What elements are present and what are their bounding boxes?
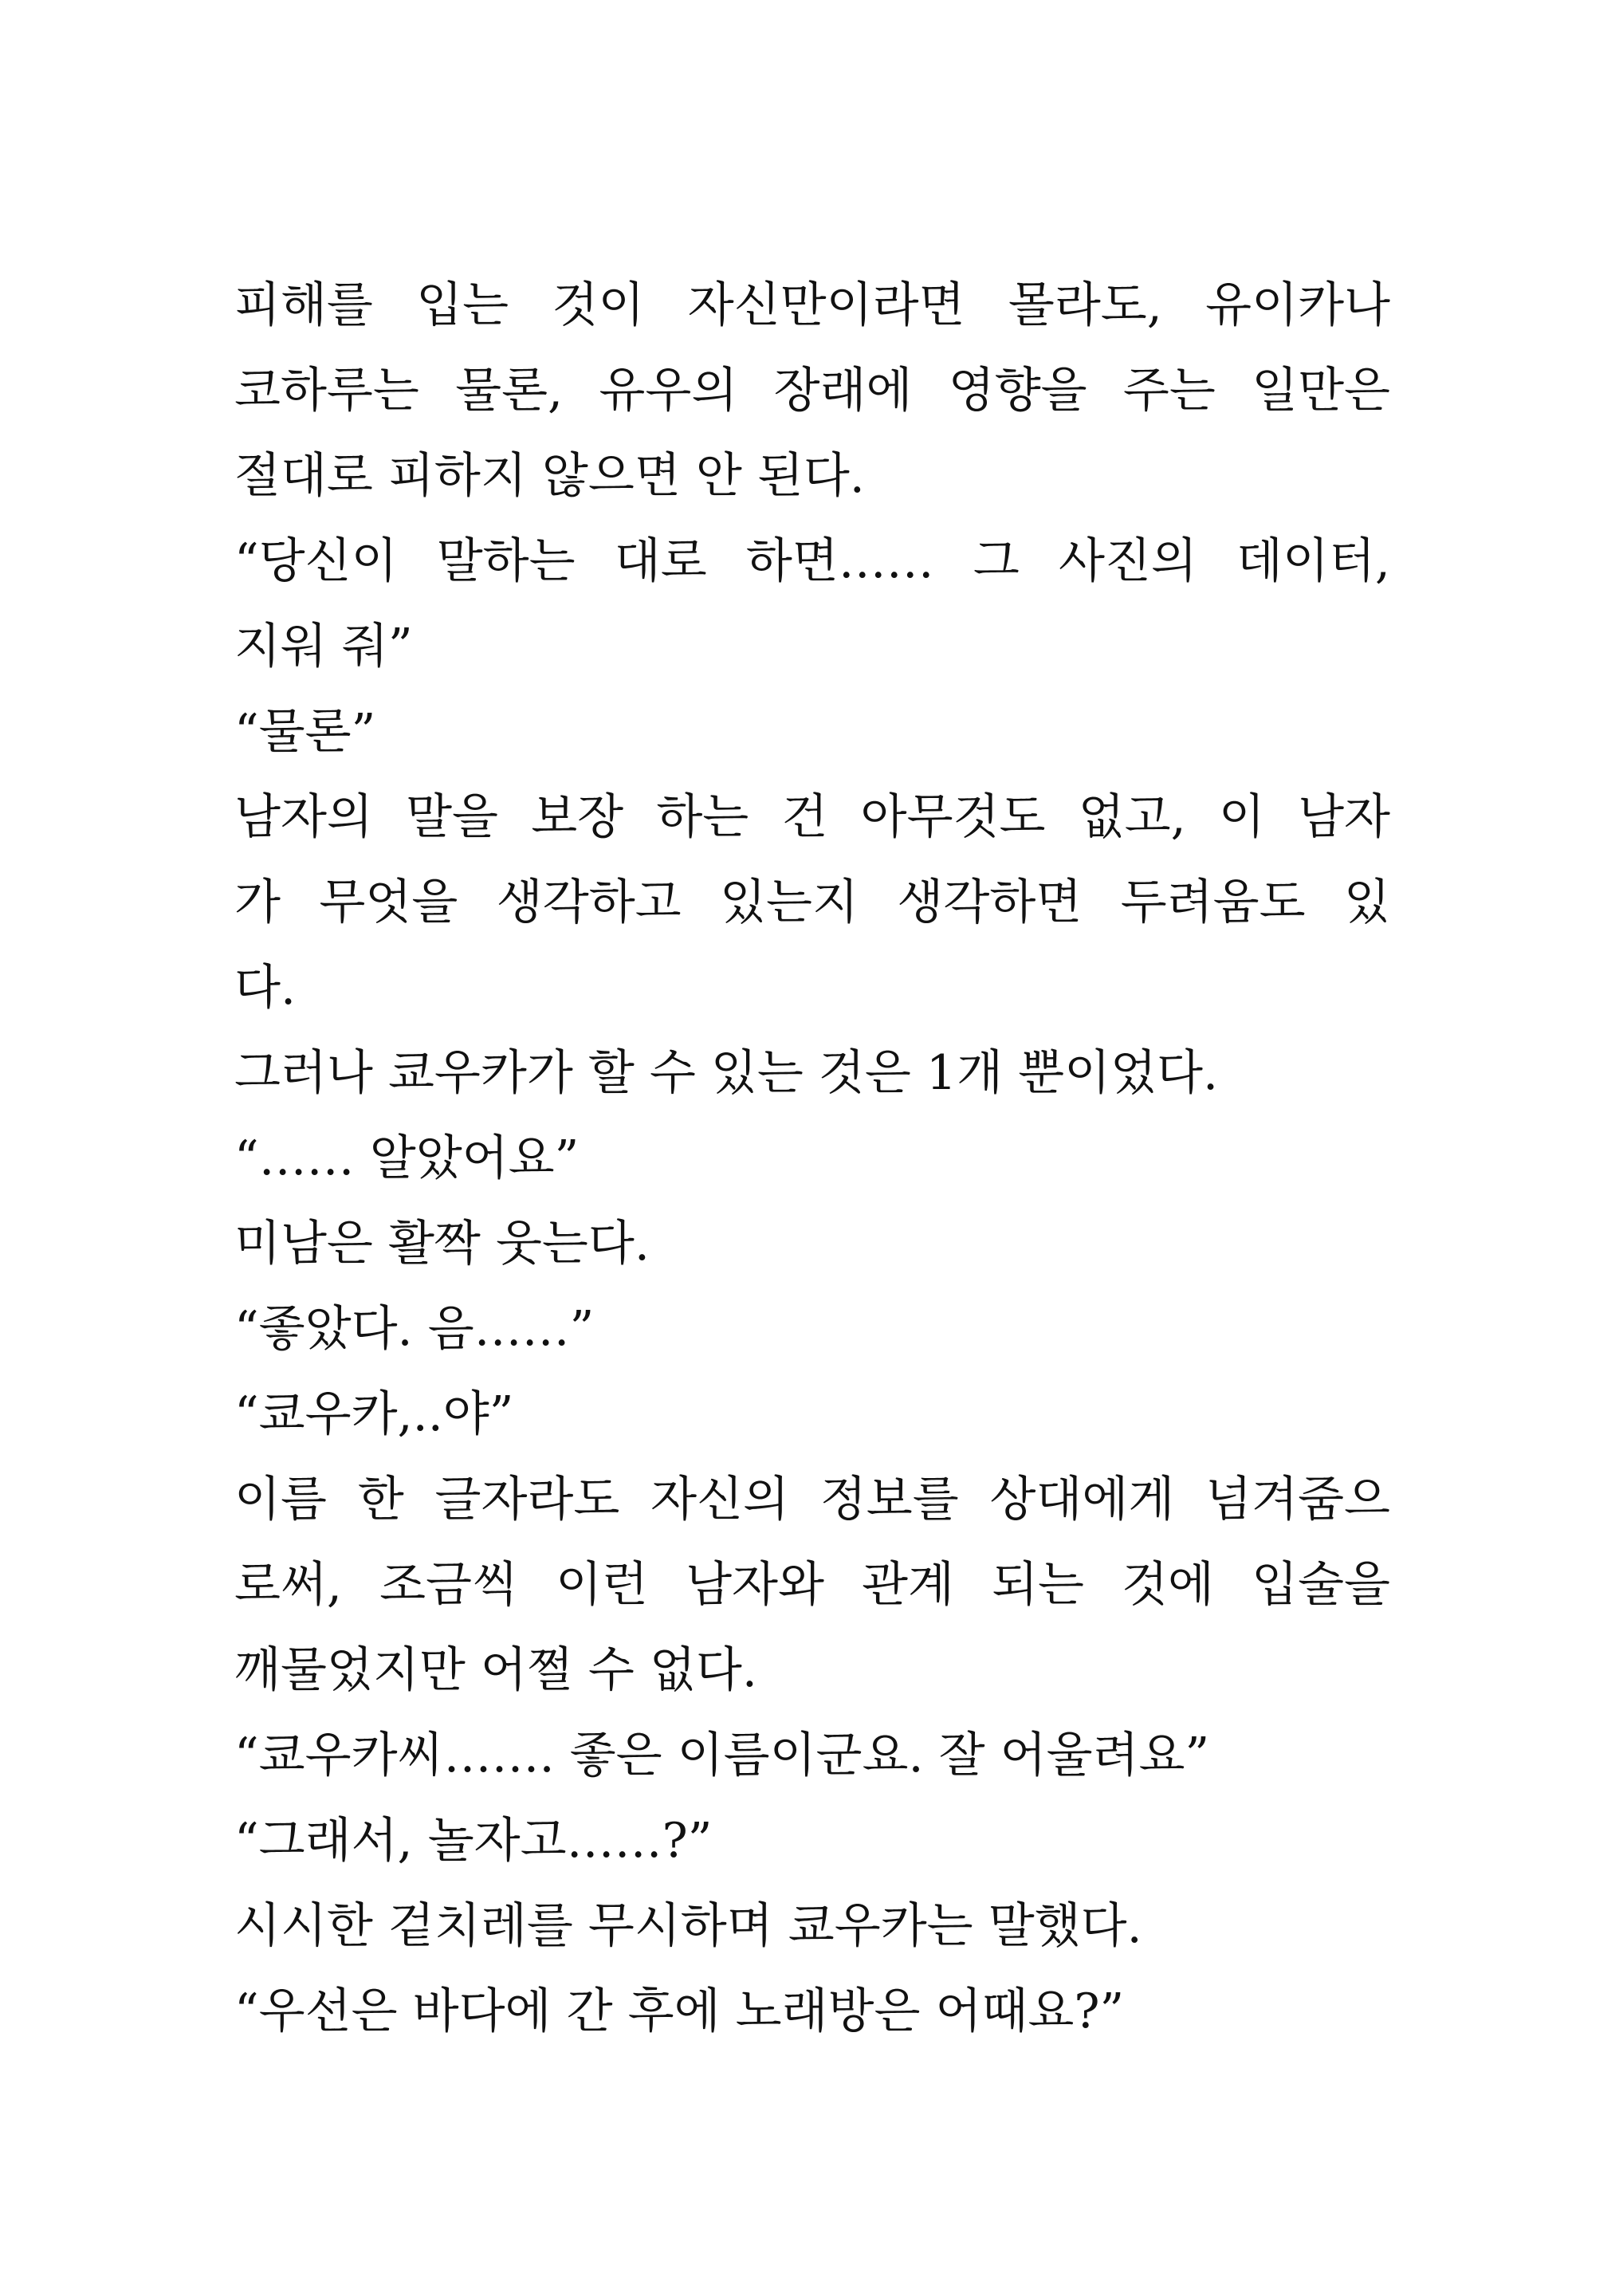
text-line: 시시한 겉치레를 무시하며 쿄우카는 말했다.	[234, 1898, 1142, 1954]
text-line: “그래서, 놀자고……?”	[234, 1813, 713, 1869]
text-line: 깨물었지만 어쩔 수 없다.	[234, 1642, 757, 1698]
body-text	[234, 263, 1390, 2054]
text-line: 지워 줘”	[234, 619, 413, 674]
text-line: 로써, 조금씩 이런 남자와 관계 되는 것에 입술을	[234, 1557, 1390, 1613]
text-line: “우선은 바다에 간 후에 노래방은 어때요?”	[234, 1983, 1125, 2039]
text-line: “쿄우카,..야”	[234, 1386, 514, 1442]
text-line: 가 무엇을 생각하고 있는지 생각하면 두려움도 있	[234, 875, 1390, 930]
text-line: 코하루는 물론, 유우의 장래에 영향을 주는 일만은	[234, 363, 1390, 419]
text-line: 피해를 입는 것이 자신만이라면 몰라도, 유이카나	[234, 277, 1390, 333]
text-line: 이름 한 글자라도 자신의 정보를 상대에게 넘겨줌으	[234, 1472, 1390, 1527]
text-line: “쿄우카씨……. 좋은 이름이군요. 잘 어울려요”	[234, 1728, 1210, 1783]
text-line: 그러나 쿄우카가 할 수 있는 것은 1개 뿐이었다.	[234, 1045, 1219, 1101]
text-line: “좋았다. 음……”	[234, 1301, 595, 1357]
text-line: 남자의 말을 보장 하는 건 아무것도 없고, 이 남자	[234, 789, 1390, 845]
text-line: “당신이 말하는 대로 하면…… 그 사진의 데이터,	[234, 533, 1390, 589]
text-line: 절대로 피하지 않으면 안 된다.	[234, 448, 865, 504]
text-line: 미남은 활짝 웃는다.	[234, 1216, 650, 1272]
text-line: “…… 알았어요”	[234, 1130, 580, 1186]
text-line: “물론”	[234, 704, 376, 760]
text-line: 다.	[234, 960, 297, 1016]
